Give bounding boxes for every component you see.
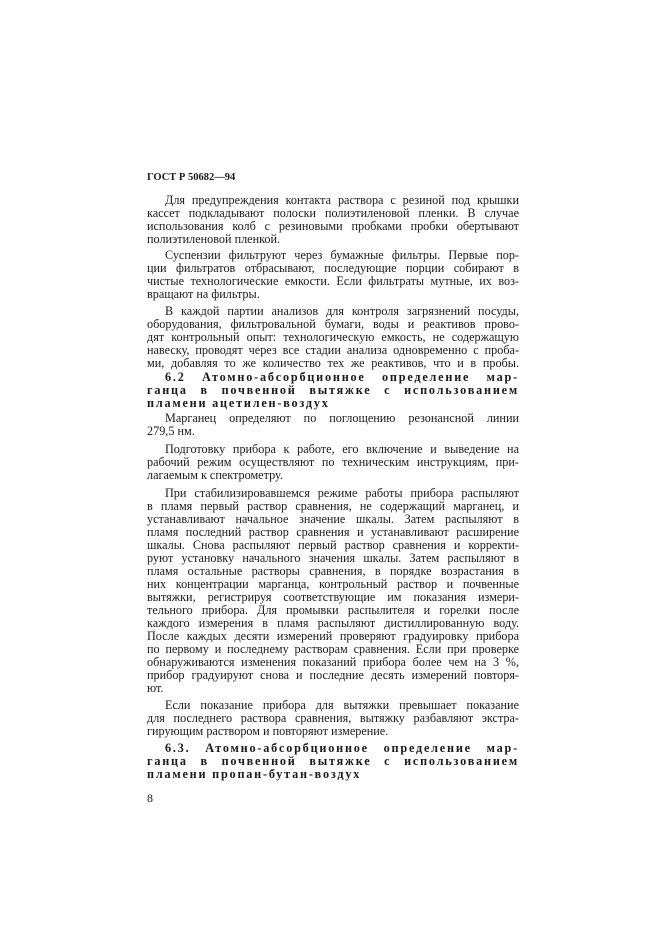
text-line: прибор градуируют снова и последние десять измерений повторя-	[147, 668, 519, 682]
text-line: пламени пропан-бутан-воздух	[147, 767, 362, 781]
text-line: них концентрации марганца, контрольный раствор и почвенные	[147, 577, 519, 591]
text-line: Подготовку прибора к работе, его включение и выведение на	[165, 442, 519, 456]
text-line: по первому и последнему растворам сравнения. Если при проверке	[147, 642, 519, 656]
text-line: В каждой партии анализов для контроля загрязнений посуды,	[165, 304, 519, 318]
text-line: лагаемым к спектрометру.	[147, 468, 283, 482]
text-line: 6.3. Атомно-абсорбционное определение мар-	[165, 741, 519, 755]
text-line: чистые технологические емкости. Если фильтраты мутные, их воз-	[147, 274, 519, 288]
text-line: тельного прибора. Для промывки распылителя и горелки после	[147, 603, 519, 617]
text-line: После каждых десяти измерений проверяют градуировку прибора	[147, 629, 519, 643]
page-number: 8	[147, 791, 153, 805]
text-line: пламя остальные растворы сравнения, в порядке возрастания в	[147, 564, 519, 578]
text-line: ми, добавляя то же количество тех же реактивов, что и в пробы.	[147, 356, 519, 370]
text-line: вращают на фильтры.	[147, 287, 260, 301]
text-line: дят контрольный опыт: технологическую емкость, не содержащую	[147, 330, 519, 344]
text-line: Суспензии фильтруют через бумажные фильтры. Первые пор-	[165, 248, 519, 262]
text-line: шкалы. Снова распыляют первый раствор сравнения и корректи-	[147, 538, 519, 552]
text-line: ют.	[147, 681, 164, 695]
text-line: При стабилизировавшемся режиме работы прибора распыляют	[165, 486, 519, 500]
text-line: оборудования, фильтровальной бумаги, воды и реактивов прово-	[147, 317, 519, 331]
text-line: навеску, проводят через все стадии анализа одновременно с проба-	[147, 343, 519, 357]
text-line: пламя последний раствор сравнения и устанавливают расширение	[147, 525, 519, 539]
text-line: каждого измерения в пламя распыляют дистиллированную воду.	[147, 616, 519, 630]
document-header: ГОСТ Р 50682—94	[147, 172, 236, 183]
text-line: ганца в почвенной вытяжке с использованием	[147, 754, 519, 768]
text-line: гирующим раствором и повторяют измерение.	[147, 724, 389, 738]
text-line: Марганец определяют по поглощению резонансной линии	[165, 411, 519, 425]
text-line: рабочий режим осуществляют по техническим инструкциям, при-	[147, 455, 519, 469]
text-line: полиэтиленовой пленкой.	[147, 232, 281, 246]
text-line: кассет подкладывают полоски полиэтиленовой пленки. В случае	[147, 206, 519, 220]
text-line: устанавливают начальное значение шкалы. Затем распыляют в	[147, 512, 519, 526]
text-line: вытяжки, регистрируя соответствующие им показания измери-	[147, 590, 519, 604]
text-line: Если показание прибора для вытяжки превышает показание	[165, 698, 519, 712]
text-line: 6.2 Атомно-абсорбционное определение мар-	[165, 370, 519, 384]
text-line: ции фильтратов отбрасывают, последующие порции собирают в	[147, 261, 519, 275]
text-line: руют установку начального значения шкалы. Затем распыляют в	[147, 551, 519, 565]
text-line: Для предупреждения контакта раствора с резиной под крышки	[165, 193, 519, 207]
text-line: пламени ацетилен-воздух	[147, 396, 330, 410]
text-line: ганца в почвенной вытяжке с использованием	[147, 383, 519, 397]
text-line: обнаруживаются изменения показаний прибора более чем на 3 %,	[147, 655, 519, 669]
text-line: 279,5 нм.	[147, 424, 195, 438]
text-line: для последнего раствора сравнения, вытяжку разбавляют экстра-	[147, 711, 519, 725]
text-line: использования колб с резиновыми пробками пробки обертывают	[147, 219, 519, 233]
text-line: в пламя первый раствор сравнения, не содержащий марганец, и	[147, 499, 519, 513]
